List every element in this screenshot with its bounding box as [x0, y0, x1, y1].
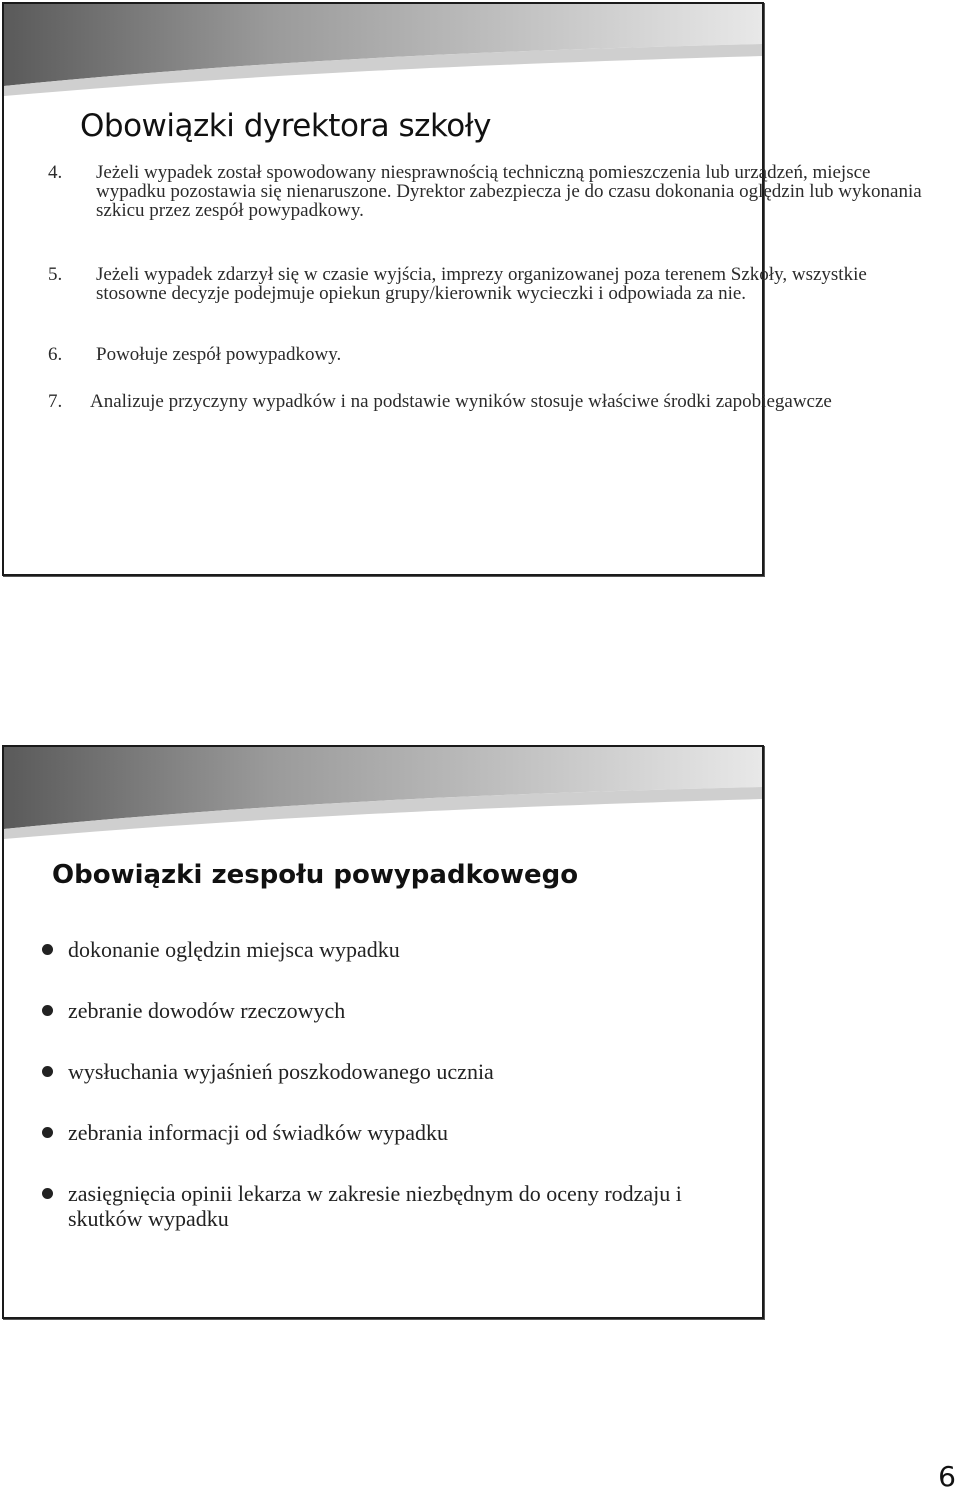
- item-text: Jeżeli wypadek został spowodowany niesprawnością techniczną pomieszczenia lub urządzeń, miejsce wypadku pozostawia się nienaruszone. Dyrektor zabezpiecza je do czasu dokonania oględzin lub wykonania szkicu przez zespół powypadkowy.: [96, 162, 922, 221]
- item-number: 4.: [48, 162, 63, 183]
- list-item: [48, 345, 940, 364]
- item-text: Jeżeli wypadek zdarzył się w czasie wyjścia, imprezy organizowanej poza terenem Szkoły, wszystkie stosowne decyzje podejmuje opiekun grupy/kierownik wycieczki i odpowiada za nie.: [96, 264, 867, 304]
- bullet-item: [40, 998, 730, 1023]
- slide-2-title: Obowiązki zespołu powypadkowego: [52, 860, 579, 890]
- slide-2: [2, 745, 764, 1319]
- item-number: 5.: [48, 264, 63, 285]
- bullet-text: wysłuchania wyjaśnień poszkodowanego ucznia: [68, 1059, 494, 1084]
- bullet-text: zebranie dowodów rzeczowych: [68, 998, 346, 1023]
- item-number: 7.: [48, 391, 63, 412]
- bullet-item: [40, 1059, 730, 1084]
- item-text: Analizuje przyczyny wypadków i na podstawie wyników stosuje właściwe środki zapobiegawcze: [90, 391, 832, 412]
- slide-1-title: Obowiązki dyrektora szkoły: [80, 108, 491, 144]
- bullet-icon: [42, 1005, 53, 1016]
- bullet-item: [40, 937, 730, 962]
- bullet-icon: [42, 1127, 53, 1138]
- bullet-item: [40, 1181, 730, 1231]
- bullet-item: [40, 1120, 730, 1145]
- bullet-icon: [42, 1066, 53, 1077]
- slide-2-header-swoosh: [4, 747, 762, 857]
- bullet-text: dokonanie oględzin miejsca wypadku: [68, 937, 400, 962]
- bullet-icon: [42, 944, 53, 955]
- bullet-icon: [42, 1188, 53, 1199]
- bullet-text: zebrania informacji od świadków wypadku: [68, 1120, 448, 1145]
- item-number: 6.: [48, 344, 63, 365]
- slide-1-header-swoosh: [4, 4, 762, 114]
- bullet-text: zasięgnięcia opinii lekarza w zakresie niezbędnym do oceny rodzaju i skutków wypadku: [68, 1181, 682, 1231]
- page-number: 6: [938, 1460, 956, 1493]
- list-item: [48, 163, 940, 220]
- list-item: [48, 391, 940, 413]
- item-text: Powołuje zespół powypadkowy.: [96, 344, 342, 365]
- list-item: [48, 265, 940, 303]
